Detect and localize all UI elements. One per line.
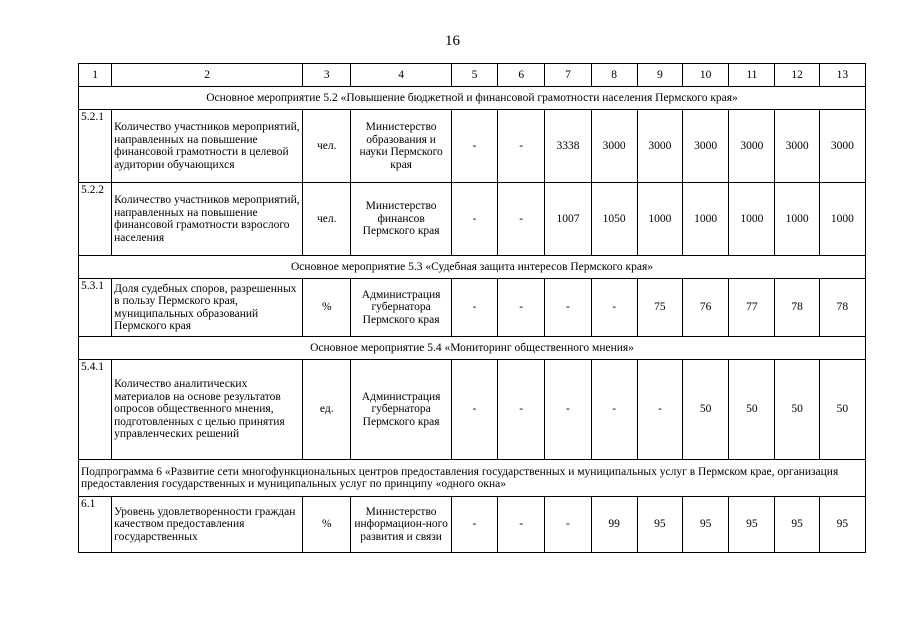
subprogram-title: Подпрограмма 6 «Развитие сети многофункциональных центров предоставления государственных и муниципальных услуг в Пермском крае, организация предоставления государственных и муниципальных услуг по принципу «одного окна»: [79, 460, 866, 497]
col-header: 2: [112, 64, 303, 87]
value-cell: 78: [819, 279, 865, 337]
indicator-name: Количество аналитических материалов на основе результатов опросов общественного мнения, подготовленных с целью принятия управленческих решений: [112, 360, 303, 460]
value-cell: -: [498, 110, 545, 183]
value-cell: 99: [591, 497, 637, 553]
value-cell: 1050: [591, 183, 637, 256]
section-row: [79, 87, 866, 110]
value-cell: 3000: [591, 110, 637, 183]
value-cell: 1000: [637, 183, 682, 256]
value-cell: -: [451, 497, 497, 553]
responsible-org: Администрация губернатора Пермского края: [351, 279, 452, 337]
value-cell: 3000: [819, 110, 865, 183]
col-header: 7: [545, 64, 591, 87]
col-header: 5: [451, 64, 497, 87]
value-cell: -: [451, 279, 497, 337]
col-header: 4: [351, 64, 452, 87]
table-row: [79, 360, 866, 460]
value-cell: -: [498, 497, 545, 553]
row-number: 5.2.1: [79, 110, 112, 183]
value-cell: 75: [637, 279, 682, 337]
responsible-org: Министерство финансов Пермского края: [351, 183, 452, 256]
value-cell: 76: [683, 279, 729, 337]
value-cell: -: [591, 279, 637, 337]
table-row: [79, 183, 866, 256]
value-cell: 3338: [545, 110, 591, 183]
row-number: 5.3.1: [79, 279, 112, 337]
value-cell: -: [498, 360, 545, 460]
value-cell: 95: [683, 497, 729, 553]
table-row: [79, 110, 866, 183]
value-cell: 1000: [775, 183, 819, 256]
col-header: 9: [637, 64, 682, 87]
responsible-org: Министерство информацион-ного развития и связи: [351, 497, 452, 553]
unit: чел.: [303, 183, 351, 256]
row-number: 5.4.1: [79, 360, 112, 460]
col-header: 13: [819, 64, 865, 87]
value-cell: 1000: [819, 183, 865, 256]
indicators-table: [78, 63, 866, 553]
page-number: 16: [445, 33, 460, 49]
section-title: Основное мероприятие 5.4 «Мониторинг общественного мнения»: [79, 337, 866, 360]
table-row: [79, 497, 866, 553]
value-cell: 50: [683, 360, 729, 460]
section-title: Основное мероприятие 5.2 «Повышение бюджетной и финансовой грамотности населения Пермского края»: [79, 87, 866, 110]
value-cell: 95: [819, 497, 865, 553]
indicator-name: Количество участников мероприятий, направленных на повышение финансовой грамотности взрослого населения: [112, 183, 303, 256]
value-cell: 3000: [637, 110, 682, 183]
value-cell: 95: [637, 497, 682, 553]
value-cell: -: [545, 497, 591, 553]
col-header: 11: [729, 64, 775, 87]
value-cell: 3000: [729, 110, 775, 183]
col-header: 3: [303, 64, 351, 87]
unit: чел.: [303, 110, 351, 183]
col-header: 10: [683, 64, 729, 87]
unit: %: [303, 279, 351, 337]
row-number: 5.2.2: [79, 183, 112, 256]
value-cell: 95: [775, 497, 819, 553]
value-cell: -: [498, 279, 545, 337]
value-cell: -: [451, 110, 497, 183]
value-cell: 1000: [729, 183, 775, 256]
section-title: Основное мероприятие 5.3 «Судебная защита интересов Пермского края»: [79, 256, 866, 279]
value-cell: 50: [775, 360, 819, 460]
col-header: 8: [591, 64, 637, 87]
section-row: [79, 256, 866, 279]
value-cell: 77: [729, 279, 775, 337]
value-cell: -: [637, 360, 682, 460]
col-header: 6: [498, 64, 545, 87]
col-header: 12: [775, 64, 819, 87]
indicator-name: Доля судебных споров, разрешенных в пользу Пермского края, муниципальных образований Пермского края: [112, 279, 303, 337]
unit: %: [303, 497, 351, 553]
unit: ед.: [303, 360, 351, 460]
row-number: 6.1: [79, 497, 112, 553]
value-cell: 1000: [683, 183, 729, 256]
value-cell: -: [451, 360, 497, 460]
table-row: [79, 279, 866, 337]
value-cell: 50: [729, 360, 775, 460]
value-cell: -: [451, 183, 497, 256]
value-cell: 95: [729, 497, 775, 553]
value-cell: -: [498, 183, 545, 256]
value-cell: 3000: [775, 110, 819, 183]
col-header: 1: [79, 64, 112, 87]
indicator-name: Уровень удовлетворенности граждан качеством предоставления государственных: [112, 497, 303, 553]
value-cell: 78: [775, 279, 819, 337]
value-cell: -: [591, 360, 637, 460]
value-cell: 3000: [683, 110, 729, 183]
value-cell: -: [545, 360, 591, 460]
responsible-org: Администрация губернатора Пермского края: [351, 360, 452, 460]
indicator-name: Количество участников мероприятий, направленных на повышение финансовой грамотности в целевой аудитории обучающихся: [112, 110, 303, 183]
column-number-row: [79, 64, 866, 87]
subprogram-row: [79, 460, 866, 497]
section-row: [79, 337, 866, 360]
value-cell: 1007: [545, 183, 591, 256]
value-cell: 50: [819, 360, 865, 460]
responsible-org: Министерство образования и науки Пермского края: [351, 110, 452, 183]
value-cell: -: [545, 279, 591, 337]
